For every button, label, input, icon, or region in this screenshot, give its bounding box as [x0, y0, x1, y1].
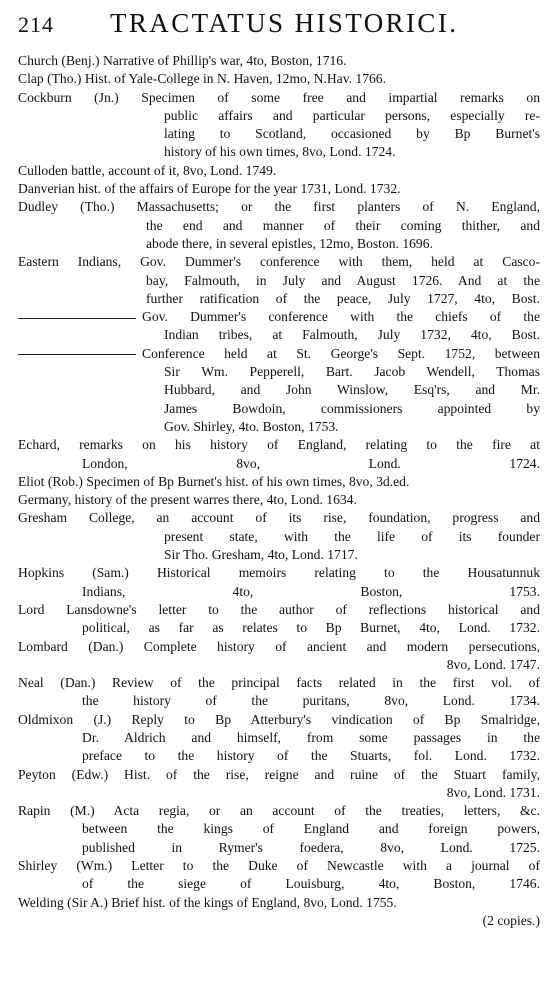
entry-text: history of his own times, 8vo, Lond. 1724.	[164, 144, 396, 160]
bibliography-entry	[18, 308, 540, 345]
bibliography-entry	[18, 162, 540, 180]
entry-text: 8vo, Lond. 1747.	[446, 656, 540, 672]
entry-text: Shirley (Wm.) Letter to the Duke of Newcastle with a journal of	[18, 858, 540, 874]
entry-text: Sir Wm. Pepperell, Bart. Jacob Wendell, Thomas	[164, 364, 540, 380]
entry-line	[18, 418, 540, 436]
page-number: 214	[18, 12, 54, 37]
entry-text: the end and manner of their coming thither, and	[146, 217, 540, 233]
entry-line	[18, 674, 540, 692]
bibliography-entry	[18, 766, 540, 803]
entry-line	[18, 564, 540, 582]
entry-text: Lord Lansdowne's letter to the author of reflections historical and	[18, 601, 540, 617]
entry-text: Peyton (Edw.) Hist. of the rise, reigne and ruine of the Stuart family,	[18, 766, 540, 782]
entry-line	[18, 363, 540, 381]
entry-text: (2 copies.)	[482, 912, 540, 928]
entry-line	[18, 272, 540, 290]
bibliography-entry	[18, 601, 540, 638]
entry-line	[18, 729, 540, 747]
entry-text: Gov. Dummer's conference with the chiefs of the	[142, 309, 540, 325]
bibliography-entry	[18, 509, 540, 564]
entry-text: preface to the history of the Stuarts, fol. Lond. 1732.	[82, 748, 540, 764]
entry-text: Germany, history of the present warres there, 4to, Lond. 1634.	[18, 492, 357, 508]
entry-text: London, 8vo, Lond. 1724.	[82, 455, 540, 471]
entry-text: Lombard (Dan.) Complete history of ancient and modern persecutions,	[18, 638, 540, 654]
entry-line	[18, 290, 540, 308]
entry-text: between the kings of England and foreign powers,	[82, 821, 540, 837]
entry-line	[18, 436, 540, 454]
bibliography-entry	[18, 473, 540, 491]
entry-text: political, as far as relates to Bp Burnet, 4to, Lond. 1732.	[82, 620, 540, 636]
entry-text: Echard, remarks on his history of England, relating to the fire at	[18, 437, 540, 453]
entry-line	[18, 235, 540, 253]
entry-text: Clap (Tho.) Hist. of Yale-College in N. Haven, 12mo, N.Hav. 1766.	[18, 71, 386, 87]
entry-line	[18, 509, 540, 527]
entry-text: Indian tribes, at Falmouth, July 1732, 4to, Bost.	[164, 327, 540, 343]
entry-line	[18, 839, 540, 857]
entry-line	[18, 400, 540, 418]
page-header	[18, 6, 536, 42]
entry-text: Neal (Dan.) Review of the principal facts related in the first vol. of	[18, 675, 540, 691]
entry-text: published in Rymer's foedera, 8vo, Lond. 1725.	[82, 839, 540, 855]
ditto-rule	[18, 354, 136, 355]
running-title: TRACTATUS HISTORICI.	[110, 8, 459, 38]
entry-line	[18, 107, 540, 125]
entry-line	[18, 180, 540, 198]
entry-text: abode there, in several epistles, 12mo, Boston. 1696.	[146, 235, 433, 251]
entry-line	[18, 857, 540, 875]
entry-line	[18, 802, 540, 820]
bibliography-entry	[18, 253, 540, 308]
bibliography-entry	[18, 674, 540, 711]
entry-line	[18, 473, 540, 491]
entry-text: Hopkins (Sam.) Historical memoirs relating to the Housatunnuk	[18, 565, 540, 581]
entry-line	[18, 217, 540, 235]
entry-line	[18, 656, 540, 674]
entry-text: Hubbard, and John Winslow, Esq'rs, and Mr.	[164, 382, 540, 398]
bibliography-entry	[18, 198, 540, 253]
entry-text: Oldmixon (J.) Reply to Bp Atterbury's vindication of Bp Smalridge,	[18, 711, 540, 727]
bibliography-entry	[18, 345, 540, 436]
bibliography-entry	[18, 436, 540, 473]
entry-text: Dudley (Tho.) Massachusetts; or the first planters of N. England,	[18, 199, 540, 215]
entry-text: Sir Tho. Gresham, 4to, Lond. 1717.	[164, 547, 358, 563]
entry-line	[18, 784, 540, 802]
entry-text: Cockburn (Jn.) Specimen of some free and impartial remarks on	[18, 89, 540, 105]
entry-text: Church (Benj.) Narrative of Phillip's war, 4to, Boston, 1716.	[18, 53, 347, 68]
entry-line	[18, 601, 540, 619]
entry-text: Dr. Aldrich and himself, from some passages in the	[82, 729, 540, 745]
entry-text: lating to Scotland, occasioned by Bp Burnet's	[164, 126, 540, 142]
entry-line	[18, 820, 540, 838]
bibliography-entry	[18, 70, 540, 88]
bibliography-entry	[18, 857, 540, 894]
entry-line	[18, 455, 540, 473]
entry-line	[18, 52, 540, 70]
entry-text: Culloden battle, account of it, 8vo, Lond. 1749.	[18, 162, 277, 178]
entry-text: 8vo, Lond. 1731.	[446, 784, 540, 800]
entry-text: present state, with the life of its founder	[164, 528, 540, 544]
entry-text: Eliot (Rob.) Specimen of Bp Burnet's hist. of his own times, 8vo, 3d.ed.	[18, 473, 410, 489]
entry-line	[18, 70, 540, 88]
entry-text: Rapin (M.) Acta regia, or an account of the treaties, letters, &c.	[18, 803, 540, 819]
entry-line	[18, 162, 540, 180]
entry-text: of the siege of Louisburg, 4to, Boston, 1746.	[82, 876, 540, 892]
entry-line	[18, 638, 540, 656]
ditto-rule	[18, 318, 136, 319]
entry-text: Indians, 4to, Boston, 1753.	[82, 583, 540, 599]
entry-line	[18, 125, 540, 143]
bibliography-entry	[18, 180, 540, 198]
entry-line	[18, 491, 540, 509]
entry-text: James Bowdoin, commissioners appointed by	[164, 400, 540, 416]
entry-line	[18, 692, 540, 710]
bibliography-entry	[18, 711, 540, 766]
entry-line	[18, 326, 540, 344]
entry-line	[18, 583, 540, 601]
entry-line	[18, 912, 540, 930]
entry-line	[18, 766, 540, 784]
bibliography-entry	[18, 894, 540, 931]
entry-text: further ratification of the peace, July 1727, 4to, Bost.	[146, 290, 540, 306]
entry-text: Eastern Indians, Gov. Dummer's conference with them, held at Casco-	[18, 254, 540, 270]
bibliography-list	[18, 52, 540, 930]
entry-line	[18, 875, 540, 893]
entry-text: Conference held at St. George's Sept. 1752, between	[142, 345, 540, 361]
entry-line	[18, 711, 540, 729]
entry-line	[18, 198, 540, 216]
entry-line	[18, 546, 540, 564]
bibliography-entry	[18, 638, 540, 675]
bibliography-entry	[18, 52, 540, 70]
bibliography-entry	[18, 564, 540, 601]
entry-text: Gov. Shirley, 4to. Boston, 1753.	[164, 418, 339, 434]
bibliography-entry	[18, 802, 540, 857]
entry-line	[18, 345, 540, 363]
entry-line	[18, 894, 540, 912]
entry-line	[18, 381, 540, 399]
entry-text: the history of the puritans, 8vo, Lond. 1734.	[82, 693, 540, 709]
bibliography-entry	[18, 89, 540, 162]
entry-text: Danverian hist. of the affairs of Europe for the year 1731, Lond. 1732.	[18, 181, 401, 197]
entry-text: public affairs and particular persons, especially re-	[164, 107, 540, 123]
bibliography-entry	[18, 491, 540, 509]
entry-text: bay, Falmouth, in July and August 1726. And at the	[146, 272, 540, 288]
entry-line	[18, 747, 540, 765]
entry-line	[18, 89, 540, 107]
entry-line	[18, 619, 540, 637]
entry-line	[18, 308, 540, 326]
entry-line	[18, 143, 540, 161]
entry-text: Gresham College, an account of its rise, foundation, progress and	[18, 510, 540, 526]
entry-text: Welding (Sir A.) Brief hist. of the kings of England, 8vo, Lond. 1755.	[18, 894, 397, 910]
entry-line	[18, 253, 540, 271]
entry-line	[18, 528, 540, 546]
